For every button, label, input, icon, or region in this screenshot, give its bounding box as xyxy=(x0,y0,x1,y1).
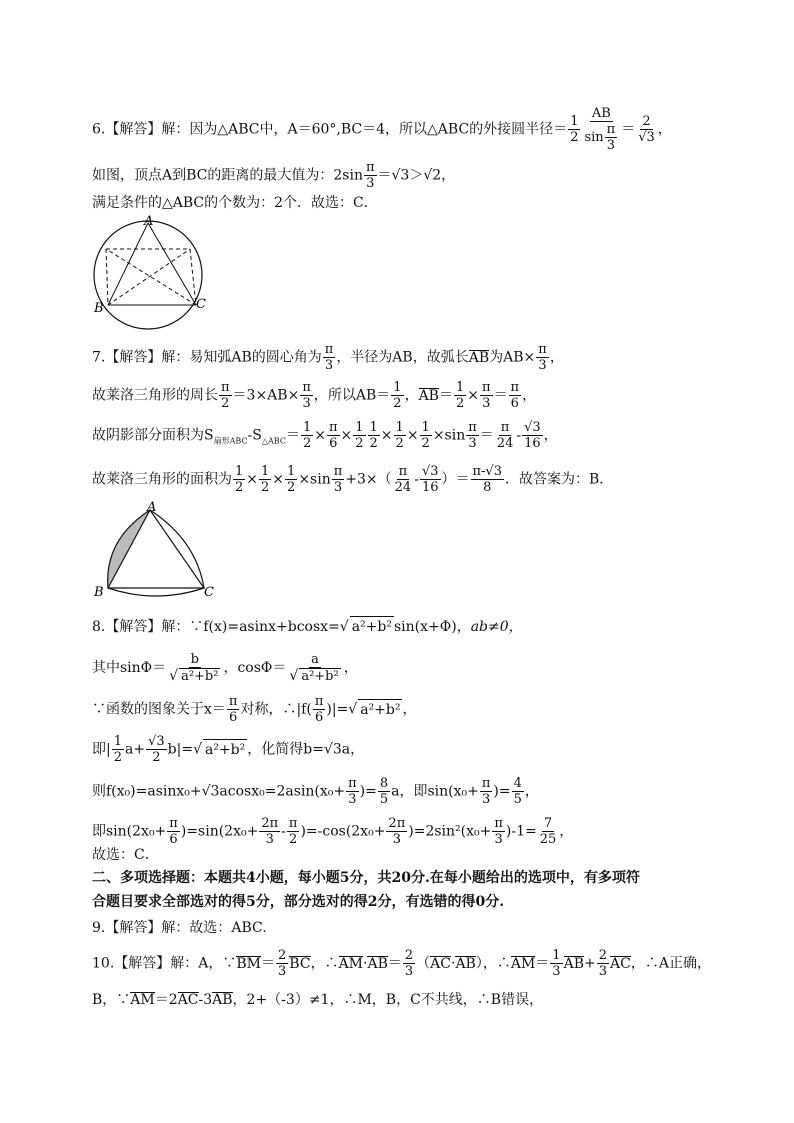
den: 2 xyxy=(261,480,270,495)
num: b xyxy=(190,652,199,667)
num: π xyxy=(494,816,503,831)
pi-over-3 xyxy=(536,342,549,373)
pi-over-2 xyxy=(287,816,300,847)
t: × xyxy=(246,471,259,488)
den: 3 xyxy=(392,832,401,847)
one-half xyxy=(301,420,313,451)
t: 易知弧AB的圆心角为 xyxy=(189,349,322,366)
num: 1 xyxy=(455,380,465,395)
t: ， xyxy=(402,701,417,718)
num: 1 xyxy=(302,420,312,435)
t: ， xyxy=(543,427,558,444)
q8-line-5 xyxy=(92,776,734,807)
den: 3 xyxy=(482,792,491,807)
t: B，∵ xyxy=(92,992,131,1008)
q6-text: 因为△ABC中，A＝60°,BC＝4，所以△ABC的外接圆半径＝ xyxy=(189,121,568,138)
t: - xyxy=(414,471,419,488)
t: ＝ xyxy=(493,387,508,404)
vec-am: AM xyxy=(338,955,364,972)
pi-over-24 xyxy=(393,464,414,495)
one-half xyxy=(285,464,297,495)
den: 2 xyxy=(369,436,378,451)
q6-line-1 xyxy=(92,106,734,153)
t: ， xyxy=(404,387,419,404)
t: 故莱洛三角形的周长 xyxy=(92,387,218,404)
q7-line-2 xyxy=(92,380,734,411)
sqrt3-over-2 xyxy=(146,734,167,765)
label-b: B xyxy=(94,301,104,316)
t: ×sin xyxy=(432,427,466,444)
den: 6 xyxy=(169,832,178,847)
seven-25ths xyxy=(538,816,559,847)
q8-line-3 xyxy=(92,694,734,725)
vec-ab: AB xyxy=(563,955,584,972)
q6-text-2a: 如图，顶点A到BC的距离的最大值为：2sin xyxy=(92,167,363,184)
den: 3 xyxy=(265,832,274,847)
sub: △ABC xyxy=(261,436,286,446)
num: 2 xyxy=(404,948,414,963)
den: 3 xyxy=(606,138,616,153)
pi-over-3 xyxy=(480,776,493,807)
q8-line-1 xyxy=(92,616,734,637)
den: 2 xyxy=(235,480,244,495)
num: a xyxy=(311,652,319,667)
one-half xyxy=(233,464,245,495)
one-half xyxy=(112,734,124,765)
radicand: a²+b² xyxy=(358,699,402,720)
den: √3 xyxy=(638,130,655,145)
num: √3 xyxy=(421,464,439,479)
pi-over-3 xyxy=(605,122,618,153)
t: × xyxy=(406,427,419,444)
den xyxy=(167,668,222,684)
t: ），∴ xyxy=(475,955,511,972)
num: 2π xyxy=(388,816,406,831)
num: π xyxy=(169,816,178,831)
num: π xyxy=(510,380,520,395)
label-c: C xyxy=(204,585,214,600)
arc-ab: AB xyxy=(418,387,439,404)
t: )=-cos(2x₀+ xyxy=(300,823,386,840)
q8-line-6 xyxy=(92,816,734,847)
t: ，∴A正确， xyxy=(630,955,711,972)
t: b|= xyxy=(167,741,194,758)
den: 3 xyxy=(598,964,607,979)
num: 1 xyxy=(552,948,561,963)
den: 2 xyxy=(393,396,402,411)
one-half xyxy=(391,380,403,411)
t: ＝3×AB× xyxy=(232,387,300,404)
num: 1 xyxy=(235,464,244,479)
vec-bm: BM xyxy=(236,955,262,972)
num: 1 xyxy=(287,464,296,479)
q10-line-1 xyxy=(92,948,734,979)
radicand: a²+b² xyxy=(181,669,219,684)
pi-minus-sqrt3-over-8 xyxy=(471,464,505,495)
num: 8 xyxy=(379,776,389,791)
den: 3 xyxy=(366,176,375,191)
num: π xyxy=(228,694,238,709)
t: ×sin xyxy=(298,471,331,488)
num: 1 xyxy=(570,114,579,129)
t: a+ xyxy=(125,741,146,758)
t: 对称，∴|f( xyxy=(240,701,312,718)
t: （ xyxy=(416,955,431,972)
den xyxy=(582,122,620,153)
den: 24 xyxy=(394,480,412,495)
q6-line-2 xyxy=(92,160,734,191)
radical-sign: √ xyxy=(193,741,202,758)
den: 25 xyxy=(539,832,557,847)
den xyxy=(287,668,342,684)
den: 3 xyxy=(324,358,334,373)
t: a，即sin(x₀+ xyxy=(391,783,479,800)
sin-text: sin xyxy=(584,130,604,145)
t: ， xyxy=(343,660,358,676)
den: 3 xyxy=(333,480,343,495)
num: 1 xyxy=(261,464,270,479)
q7-line-1 xyxy=(92,342,734,373)
label-a: A xyxy=(147,500,157,515)
vec-am: AM xyxy=(130,992,155,1008)
q6-frac-2-sqrt3 xyxy=(636,114,657,145)
den: 3 xyxy=(538,358,547,373)
num: 2 xyxy=(278,948,287,963)
den: 3 xyxy=(482,396,491,411)
two-thirds xyxy=(403,948,415,979)
segment-ab xyxy=(108,223,148,305)
a-over-rad xyxy=(287,652,342,684)
vec-ab: AB xyxy=(455,955,476,972)
den: 5 xyxy=(379,792,389,807)
q10-line-2 xyxy=(92,990,734,1010)
segment-ac xyxy=(148,223,196,305)
eq: ＝ xyxy=(621,121,636,138)
num: 2 xyxy=(598,948,607,963)
one-third xyxy=(550,948,562,979)
t: ＝ xyxy=(285,427,300,444)
vec-ac: AC xyxy=(430,955,451,972)
t: 为AB× xyxy=(489,349,536,366)
pi-over-3 xyxy=(323,342,336,373)
den: 16 xyxy=(524,436,541,451)
t: ＝ xyxy=(438,387,453,404)
num: π xyxy=(288,816,298,831)
dash-1 xyxy=(108,249,190,305)
arc-ab: AB xyxy=(468,349,490,366)
t: ＝2 xyxy=(154,992,178,1008)
pi-over-6 xyxy=(227,694,240,725)
t: -S xyxy=(247,427,262,444)
t: ．故答案为：B． xyxy=(505,471,614,488)
q6-label: 6.【解答】解： xyxy=(92,121,190,138)
den: 2 xyxy=(152,750,161,765)
den: 2 xyxy=(287,480,296,495)
q6-text-2b: ＝√3＞√2， xyxy=(377,167,456,184)
pi-over-6 xyxy=(313,694,326,725)
vec-ac: AC xyxy=(177,992,199,1008)
t: ， xyxy=(522,387,537,404)
den: 5 xyxy=(513,792,522,807)
num: π-√3 xyxy=(472,464,502,479)
den: 6 xyxy=(314,710,324,725)
one-half xyxy=(394,420,406,451)
t: × xyxy=(380,427,393,444)
t: ，化简得b=√3a， xyxy=(247,741,365,758)
section-2-heading-1: 二、多项选择题：本题共4小题，每小题5分，共20分.在每小题给出的选项中，有多项符 xyxy=(92,870,640,886)
pi-over-24 xyxy=(495,420,516,451)
den: 2 xyxy=(395,436,404,451)
t: - xyxy=(281,823,286,840)
q6-circle-figure xyxy=(92,215,222,335)
section-2-heading-2: 合题目要求全部选对的得5分，部分选对的得2分，有选错的得0分. xyxy=(92,894,505,910)
t: ∵f(x)=asinx+bcosx= xyxy=(189,619,340,635)
q8-line-7: 故选：C． xyxy=(92,847,159,863)
den: 3 xyxy=(348,792,357,807)
den: 3 xyxy=(278,964,287,979)
num: 1 xyxy=(421,420,430,435)
den: 6 xyxy=(329,436,338,451)
den: 6 xyxy=(229,710,238,725)
t: · xyxy=(363,955,368,972)
num: π xyxy=(500,420,510,435)
t: ab≠0， xyxy=(470,619,523,635)
one-half xyxy=(454,380,466,411)
sub: 扇形ABC xyxy=(213,436,248,446)
q9-line: 9.【解答】解：故选：ABC. xyxy=(92,920,267,936)
num: 7 xyxy=(543,816,553,831)
t: ＝ xyxy=(479,427,494,444)
num: π xyxy=(302,380,311,395)
q6-frac-half xyxy=(568,114,580,145)
two-thirds xyxy=(276,948,288,979)
num: π xyxy=(328,420,338,435)
t: ＝ xyxy=(261,955,276,972)
den: 2 xyxy=(302,436,312,451)
q6-line-3: 满足条件的△ABC的个数为：2个．故选：C． xyxy=(92,195,378,211)
num: π xyxy=(324,342,334,357)
radical-sign: √ xyxy=(348,701,358,718)
two-thirds xyxy=(597,948,609,979)
t: ＝ xyxy=(387,955,402,972)
num: 1 xyxy=(395,420,404,435)
radical-sign: √ xyxy=(339,619,349,635)
num: 2π xyxy=(261,816,279,831)
num: 1 xyxy=(355,420,364,435)
vec-bc: BC xyxy=(289,955,311,972)
den: 6 xyxy=(510,396,519,411)
den: 2 xyxy=(570,130,579,145)
t: )= xyxy=(359,783,377,800)
den: 16 xyxy=(421,480,439,495)
one-half xyxy=(368,420,380,451)
num: √3 xyxy=(524,420,541,435)
num: 4 xyxy=(513,776,522,791)
num: 2 xyxy=(642,114,651,129)
pi-over-3 xyxy=(364,160,377,191)
t: ， xyxy=(549,349,564,366)
radicand: a²+b² xyxy=(350,616,394,637)
t: 即| xyxy=(92,741,111,758)
t: ， xyxy=(559,823,574,840)
q8-line-2 xyxy=(92,652,734,684)
pi-over-3 xyxy=(492,816,505,847)
q7-line-3 xyxy=(92,420,734,451)
vec-ab: AB xyxy=(367,955,388,972)
t: + xyxy=(583,955,596,972)
t: ，cosΦ＝ xyxy=(223,660,287,676)
t: sin(x+Φ)， xyxy=(393,619,471,635)
num: π xyxy=(314,694,324,709)
t: ）＝ xyxy=(441,471,470,488)
pi-over-6 xyxy=(509,380,522,411)
q6-frac-ab-sin xyxy=(582,106,620,153)
pi-over-3 xyxy=(480,380,493,411)
t: ∵函数的图象关于x＝ xyxy=(92,701,226,718)
den: 2 xyxy=(455,396,465,411)
num: π xyxy=(481,776,491,791)
den: 24 xyxy=(496,436,514,451)
t: -3 xyxy=(198,992,213,1008)
t: A，∵ xyxy=(198,955,237,972)
two-pi-over-3 xyxy=(386,816,407,847)
label-a: A xyxy=(144,215,154,229)
vec-ab: AB xyxy=(212,992,233,1008)
den: 2 xyxy=(113,750,122,765)
four-fifths xyxy=(512,776,524,807)
t: )=sin(2x₀+ xyxy=(180,823,259,840)
den: 2 xyxy=(355,436,364,451)
pi-over-3 xyxy=(466,420,479,451)
t: 故莱洛三角形的面积为 xyxy=(92,471,232,488)
vec-ac: AC xyxy=(610,955,631,972)
label-b: B xyxy=(94,585,104,600)
t: × xyxy=(272,471,285,488)
num: √3 xyxy=(148,734,165,749)
vec-am: AM xyxy=(510,955,536,972)
num: π xyxy=(468,420,477,435)
pi-over-6 xyxy=(167,816,180,847)
sqrt3-over-16 xyxy=(522,420,543,451)
q7-label: 7.【解答】解： xyxy=(92,349,190,366)
num: π xyxy=(221,380,230,395)
den: 3 xyxy=(552,964,561,979)
one-half xyxy=(353,420,365,451)
den: 3 xyxy=(468,436,477,451)
t: ， xyxy=(524,783,539,800)
q8-line-4 xyxy=(92,734,734,765)
t: ＝ xyxy=(535,955,550,972)
end: ， xyxy=(657,121,672,138)
num: π xyxy=(333,464,343,479)
q7-line-4 xyxy=(92,464,734,495)
pi-over-3 xyxy=(332,464,345,495)
t: × xyxy=(467,387,479,404)
t: × xyxy=(340,427,353,444)
t: )=2sin²(x₀+ xyxy=(408,823,492,840)
t: )-1= xyxy=(505,823,537,840)
b-over-rad xyxy=(167,652,222,684)
num: AB xyxy=(591,106,611,121)
num: π xyxy=(398,464,408,479)
den: 3 xyxy=(494,832,503,847)
den: 3 xyxy=(302,396,311,411)
den: 3 xyxy=(404,964,414,979)
t: )= xyxy=(493,783,511,800)
t: 故阴影部分面积为S xyxy=(92,427,214,444)
one-half xyxy=(420,420,432,451)
q10-label: 10.【解答】解： xyxy=(92,955,199,972)
den: 2 xyxy=(421,436,430,451)
radicand: a²+b² xyxy=(203,739,247,760)
t: · xyxy=(450,955,456,972)
q7-reuleaux-figure xyxy=(92,500,222,600)
num: 1 xyxy=(113,734,122,749)
t: ，半径为AB，故弧长 xyxy=(336,349,469,366)
two-pi-over-3 xyxy=(259,816,280,847)
radicand: a²+b² xyxy=(301,669,339,684)
num: π xyxy=(538,342,547,357)
den: 2 xyxy=(221,396,230,411)
t: × xyxy=(314,427,326,444)
one-half xyxy=(259,464,271,495)
dash-4 xyxy=(106,249,108,305)
num: π xyxy=(365,160,375,175)
radical-sign: √ xyxy=(289,668,299,684)
radical-sign: √ xyxy=(169,668,179,684)
t: - xyxy=(516,427,522,444)
sqrt3-over-16 xyxy=(420,464,441,495)
t: ，2+（-3）≠1，∴M，B，C不共线，∴B错误， xyxy=(232,992,544,1008)
t: +3×（ xyxy=(345,471,392,488)
den: 2 xyxy=(289,832,298,847)
num: π xyxy=(606,122,616,137)
num: 1 xyxy=(369,420,378,435)
t: 其中sinΦ＝ xyxy=(92,660,167,676)
t: ，∴ xyxy=(310,955,339,972)
num: π xyxy=(348,776,357,791)
q8-label: 8.【解答】解： xyxy=(92,619,190,635)
t: 则f(x₀)=asinx₀+√3acosx₀=2asin(x₀+ xyxy=(92,783,346,800)
num: π xyxy=(481,380,491,395)
eight-fifths xyxy=(378,776,390,807)
pi-over-6 xyxy=(327,420,340,451)
t: ，所以AB＝ xyxy=(313,387,391,404)
label-c: C xyxy=(196,297,206,312)
pi-over-3 xyxy=(346,776,359,807)
t: )|= xyxy=(326,701,349,718)
pi-over-2 xyxy=(219,380,232,411)
num: 1 xyxy=(393,380,402,395)
den: 8 xyxy=(483,480,492,495)
t: 即sin(2x₀+ xyxy=(92,823,167,840)
pi-over-3 xyxy=(300,380,313,411)
